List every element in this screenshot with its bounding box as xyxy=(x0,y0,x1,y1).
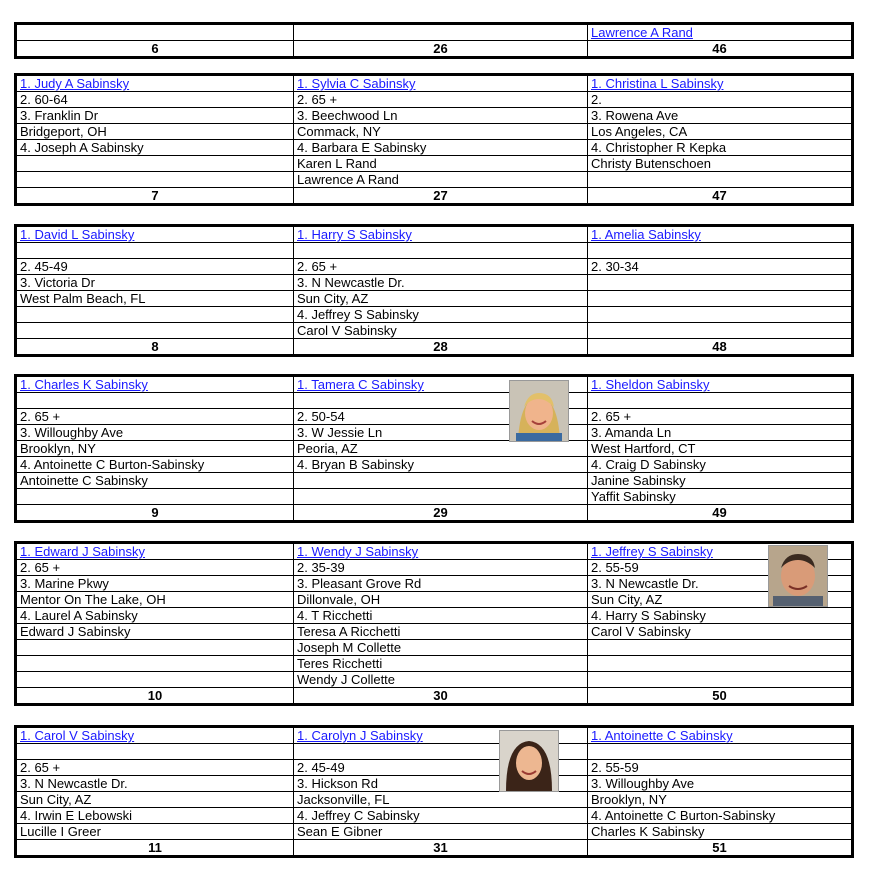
record-cell xyxy=(588,291,852,307)
record-cell xyxy=(294,489,588,505)
record-number: 6 xyxy=(17,41,294,57)
cell-text: 4. Bryan B Sabinsky xyxy=(297,457,415,472)
cell-text: Mentor On The Lake, OH xyxy=(20,592,166,607)
table-row xyxy=(17,243,852,259)
record-block-10 xyxy=(14,541,854,706)
cell-text: 4. Harry S Sabinsky xyxy=(591,608,706,623)
person-link[interactable]: 1. Christina L Sabinsky xyxy=(591,76,724,91)
record-cell xyxy=(17,425,294,441)
cell-text: Yaffit Sabinsky xyxy=(591,489,676,504)
person-link[interactable]: 1. Edward J Sabinsky xyxy=(20,544,146,559)
record-cell xyxy=(294,259,588,275)
record-cell xyxy=(294,156,588,172)
record-number: 10 xyxy=(17,688,294,704)
cell-text: Sun City, AZ xyxy=(20,792,92,807)
table-row xyxy=(17,393,852,409)
record-table xyxy=(16,543,852,704)
record-cell xyxy=(588,275,852,291)
cell-text: 3. Willoughby Ave xyxy=(591,776,695,791)
record-cell xyxy=(588,808,852,824)
record-cell xyxy=(17,560,294,576)
record-cell xyxy=(17,227,294,243)
table-row xyxy=(17,323,852,339)
table-row xyxy=(17,473,852,489)
record-cell xyxy=(17,457,294,473)
record-cell xyxy=(294,792,588,808)
record-cell xyxy=(17,25,294,41)
cell-text: Sun City, AZ xyxy=(591,592,663,607)
cell-text: 3. Victoria Dr xyxy=(20,275,95,290)
record-cell xyxy=(588,393,852,409)
table-row xyxy=(17,744,852,760)
record-table xyxy=(16,75,852,204)
person-link[interactable]: 1. Charles K Sabinsky xyxy=(20,377,148,392)
record-block-top xyxy=(14,22,854,59)
cell-text: 4. Laurel A Sabinsky xyxy=(20,608,138,623)
record-cell xyxy=(588,672,852,688)
record-cell xyxy=(17,656,294,672)
record-cell xyxy=(17,792,294,808)
record-cell xyxy=(17,172,294,188)
cell-text: Brooklyn, NY xyxy=(591,792,667,807)
cell-text: Lawrence A Rand xyxy=(297,172,399,187)
cell-text: Janine Sabinsky xyxy=(591,473,686,488)
cell-text: Lucille I Greer xyxy=(20,824,101,839)
person-link[interactable]: 1. Wendy J Sabinsky xyxy=(297,544,419,559)
record-cell xyxy=(588,243,852,259)
cell-text: Sean E Gibner xyxy=(297,824,383,839)
cell-text: Sun City, AZ xyxy=(297,291,369,306)
table-row xyxy=(17,259,852,275)
record-cell xyxy=(17,76,294,92)
record-number: 31 xyxy=(294,840,588,856)
record-cell xyxy=(17,824,294,840)
cell-text: 2. 50-54 xyxy=(297,409,345,424)
record-cell xyxy=(17,377,294,393)
cell-text: 3. N Newcastle Dr. xyxy=(20,776,128,791)
table-row xyxy=(17,624,852,640)
record-cell xyxy=(17,592,294,608)
table-row xyxy=(17,425,852,441)
record-number: 51 xyxy=(588,840,852,856)
record-cell xyxy=(588,776,852,792)
record-cell xyxy=(294,824,588,840)
record-cell xyxy=(17,291,294,307)
cell-text: Antoinette C Sabinsky xyxy=(20,473,148,488)
record-cell xyxy=(588,172,852,188)
table-row xyxy=(17,92,852,108)
record-cell xyxy=(588,824,852,840)
record-cell xyxy=(588,608,852,624)
cell-text: 3. W Jessie Ln xyxy=(297,425,383,440)
cell-text: Peoria, AZ xyxy=(297,441,358,456)
cell-text: Los Angeles, CA xyxy=(591,124,688,139)
table-row xyxy=(17,172,852,188)
person-link[interactable]: Lawrence A Rand xyxy=(591,25,693,40)
number-row xyxy=(17,188,852,204)
record-number: 49 xyxy=(588,505,852,521)
record-cell xyxy=(17,156,294,172)
record-cell xyxy=(294,172,588,188)
record-cell xyxy=(294,672,588,688)
record-cell xyxy=(588,409,852,425)
cell-text: 2. 65 + xyxy=(297,259,338,274)
record-cell xyxy=(294,307,588,323)
cell-text: 4. Joseph A Sabinsky xyxy=(20,140,144,155)
record-cell xyxy=(294,560,588,576)
table-row xyxy=(17,760,852,776)
record-cell xyxy=(294,140,588,156)
person-link[interactable]: 1. Carol V Sabinsky xyxy=(20,728,135,743)
record-cell xyxy=(294,544,588,560)
cell-text: 3. N Newcastle Dr. xyxy=(297,275,405,290)
record-cell xyxy=(588,25,852,41)
record-cell xyxy=(294,323,588,339)
record-cell xyxy=(17,243,294,259)
record-cell xyxy=(294,92,588,108)
cell-text: 3. Amanda Ln xyxy=(591,425,672,440)
table-row xyxy=(17,275,852,291)
record-cell xyxy=(294,108,588,124)
record-table xyxy=(16,226,852,355)
cell-text: 4. Antoinette C Burton-Sabinsky xyxy=(591,808,776,823)
cell-text: Jacksonville, FL xyxy=(297,792,390,807)
record-number: 9 xyxy=(17,505,294,521)
record-cell xyxy=(588,156,852,172)
record-cell xyxy=(17,760,294,776)
cell-text: 2. 35-39 xyxy=(297,560,345,575)
record-cell xyxy=(294,291,588,307)
record-number: 8 xyxy=(17,339,294,355)
table-row xyxy=(17,608,852,624)
cell-text: 3. N Newcastle Dr. xyxy=(591,576,699,591)
cell-text: 2. 60-64 xyxy=(20,92,68,107)
cell-text: 2. 30-34 xyxy=(591,259,639,274)
cell-text: 4. Jeffrey S Sabinsky xyxy=(297,307,419,322)
record-cell xyxy=(17,576,294,592)
record-cell xyxy=(588,473,852,489)
table-row xyxy=(17,592,852,608)
record-number: 27 xyxy=(294,188,588,204)
record-cell xyxy=(17,728,294,744)
cell-text: 3. Marine Pkwy xyxy=(20,576,109,591)
record-cell xyxy=(294,576,588,592)
cell-text: 3. Pleasant Grove Rd xyxy=(297,576,422,591)
record-block-8 xyxy=(14,224,854,357)
table-row xyxy=(17,672,852,688)
record-number: 30 xyxy=(294,688,588,704)
person-link[interactable]: 1. Carolyn J Sabinsky xyxy=(297,728,423,743)
cell-text: Carol V Sabinsky xyxy=(591,624,691,639)
record-number: 28 xyxy=(294,339,588,355)
record-cell xyxy=(17,808,294,824)
record-cell xyxy=(588,108,852,124)
table-row xyxy=(17,656,852,672)
cell-text: West Hartford, CT xyxy=(591,441,696,456)
table-row xyxy=(17,544,852,560)
person-link[interactable]: 1. Antoinette C Sabinsky xyxy=(591,728,733,743)
table-row xyxy=(17,824,852,840)
cell-text: 3. Willoughby Ave xyxy=(20,425,124,440)
record-cell xyxy=(588,124,852,140)
table-row xyxy=(17,489,852,505)
record-cell xyxy=(17,544,294,560)
number-row xyxy=(17,339,852,355)
record-cell xyxy=(17,259,294,275)
tamera-photo xyxy=(509,380,569,442)
cell-text: Commack, NY xyxy=(297,124,381,139)
table-row xyxy=(17,140,852,156)
cell-text: 2. 65 + xyxy=(20,760,61,775)
table-row xyxy=(17,25,852,41)
table-row xyxy=(17,291,852,307)
record-cell xyxy=(588,259,852,275)
record-cell xyxy=(294,243,588,259)
cell-text: 3. Beechwood Ln xyxy=(297,108,398,123)
record-number: 48 xyxy=(588,339,852,355)
record-cell xyxy=(17,608,294,624)
cell-text: 3. Rowena Ave xyxy=(591,108,679,123)
record-cell xyxy=(17,776,294,792)
record-table xyxy=(16,727,852,856)
record-block-9 xyxy=(14,374,854,523)
carolyn-photo xyxy=(499,730,559,792)
record-cell xyxy=(17,672,294,688)
record-cell xyxy=(588,140,852,156)
cell-text: Carol V Sabinsky xyxy=(297,323,397,338)
cell-text: Charles K Sabinsky xyxy=(591,824,705,839)
record-cell xyxy=(294,656,588,672)
record-cell xyxy=(17,744,294,760)
cell-text: Teres Ricchetti xyxy=(297,656,383,671)
cell-text: Brooklyn, NY xyxy=(20,441,96,456)
cell-text: Teresa A Ricchetti xyxy=(297,624,401,639)
table-row xyxy=(17,576,852,592)
record-cell xyxy=(294,608,588,624)
table-row xyxy=(17,808,852,824)
record-cell xyxy=(588,323,852,339)
cell-text: Bridgeport, OH xyxy=(20,124,107,139)
table-row xyxy=(17,156,852,172)
record-cell xyxy=(294,640,588,656)
person-link[interactable]: 1. Tamera C Sabinsky xyxy=(297,377,424,392)
number-row xyxy=(17,688,852,704)
person-link[interactable]: 1. Judy A Sabinsky xyxy=(20,76,130,91)
cell-text: Wendy J Collette xyxy=(297,672,396,687)
record-cell xyxy=(588,489,852,505)
cell-text: 2. 65 + xyxy=(20,409,61,424)
cell-text: 2. 55-59 xyxy=(591,760,639,775)
record-cell xyxy=(17,473,294,489)
table-row xyxy=(17,409,852,425)
table-row xyxy=(17,307,852,323)
cell-text: 4. T Ricchetti xyxy=(297,608,373,623)
record-cell xyxy=(17,393,294,409)
number-row xyxy=(17,41,852,57)
cell-text: Karen L Rand xyxy=(297,156,377,171)
person-link[interactable]: 1. Sylvia C Sabinsky xyxy=(297,76,416,91)
record-cell xyxy=(294,227,588,243)
table-row xyxy=(17,640,852,656)
record-cell xyxy=(588,728,852,744)
person-link[interactable]: 1. David L Sabinsky xyxy=(20,227,135,242)
record-cell xyxy=(588,744,852,760)
record-cell xyxy=(294,124,588,140)
cell-text: 4. Irwin E Lebowski xyxy=(20,808,132,823)
table-row xyxy=(17,792,852,808)
record-cell xyxy=(588,425,852,441)
cell-text: 4. Jeffrey C Sabinsky xyxy=(297,808,420,823)
record-cell xyxy=(588,441,852,457)
record-table xyxy=(16,24,852,57)
record-cell xyxy=(294,76,588,92)
cell-text: Joseph M Collette xyxy=(297,640,402,655)
record-cell xyxy=(17,108,294,124)
cell-text: 3. Franklin Dr xyxy=(20,108,99,123)
cell-text: 2. 45-49 xyxy=(297,760,345,775)
cell-text: 4. Barbara E Sabinsky xyxy=(297,140,427,155)
record-cell xyxy=(588,624,852,640)
record-number: 7 xyxy=(17,188,294,204)
record-cell xyxy=(17,624,294,640)
record-cell xyxy=(588,656,852,672)
cell-text: Christy Butenschoen xyxy=(591,156,711,171)
record-cell xyxy=(294,592,588,608)
cell-text: 2. 65 + xyxy=(297,92,338,107)
cell-text: 4. Antoinette C Burton-Sabinsky xyxy=(20,457,205,472)
record-cell xyxy=(588,457,852,473)
record-cell xyxy=(17,323,294,339)
record-cell xyxy=(294,275,588,291)
table-row xyxy=(17,227,852,243)
table-row xyxy=(17,124,852,140)
record-cell xyxy=(588,377,852,393)
record-cell xyxy=(294,473,588,489)
person-link[interactable]: 1. Amelia Sabinsky xyxy=(591,227,701,242)
cell-text: 4. Craig D Sabinsky xyxy=(591,457,706,472)
cell-text: 2. xyxy=(591,92,602,107)
table-row xyxy=(17,108,852,124)
number-row xyxy=(17,505,852,521)
record-number: 29 xyxy=(294,505,588,521)
record-number: 26 xyxy=(294,41,588,57)
cell-text: Dillonvale, OH xyxy=(297,592,381,607)
record-cell xyxy=(588,307,852,323)
cell-text: 2. 45-49 xyxy=(20,259,68,274)
cell-text: 2. 55-59 xyxy=(591,560,639,575)
record-cell xyxy=(588,92,852,108)
table-row xyxy=(17,560,852,576)
cell-text: 4. Christopher R Kepka xyxy=(591,140,727,155)
record-number: 47 xyxy=(588,188,852,204)
record-cell xyxy=(294,441,588,457)
person-link[interactable]: 1. Jeffrey S Sabinsky xyxy=(591,544,713,559)
record-cell xyxy=(17,640,294,656)
table-row xyxy=(17,728,852,744)
record-cell xyxy=(17,124,294,140)
record-cell xyxy=(294,624,588,640)
number-row xyxy=(17,840,852,856)
record-cell xyxy=(294,457,588,473)
table-row xyxy=(17,377,852,393)
table-row xyxy=(17,776,852,792)
record-cell xyxy=(17,140,294,156)
record-cell xyxy=(17,307,294,323)
jeffrey-photo xyxy=(768,545,828,607)
record-cell xyxy=(17,92,294,108)
record-cell xyxy=(588,640,852,656)
record-cell xyxy=(294,808,588,824)
record-cell xyxy=(588,792,852,808)
table-row xyxy=(17,457,852,473)
record-block-7 xyxy=(14,73,854,206)
person-link[interactable]: 1. Harry S Sabinsky xyxy=(297,227,412,242)
record-number: 11 xyxy=(17,840,294,856)
record-cell xyxy=(17,409,294,425)
table-row xyxy=(17,441,852,457)
record-number: 46 xyxy=(588,41,852,57)
cell-text: 2. 65 + xyxy=(20,560,61,575)
record-cell xyxy=(294,25,588,41)
record-cell xyxy=(588,227,852,243)
record-block-11 xyxy=(14,725,854,858)
cell-text: Edward J Sabinsky xyxy=(20,624,131,639)
record-cell xyxy=(588,760,852,776)
record-number: 50 xyxy=(588,688,852,704)
record-cell xyxy=(588,76,852,92)
record-table xyxy=(16,376,852,521)
record-cell xyxy=(17,489,294,505)
person-link[interactable]: 1. Sheldon Sabinsky xyxy=(591,377,710,392)
record-cell xyxy=(17,275,294,291)
cell-text: 3. Hickson Rd xyxy=(297,776,378,791)
record-cell xyxy=(17,441,294,457)
cell-text: 2. 65 + xyxy=(591,409,632,424)
cell-text: West Palm Beach, FL xyxy=(20,291,146,306)
table-row xyxy=(17,76,852,92)
